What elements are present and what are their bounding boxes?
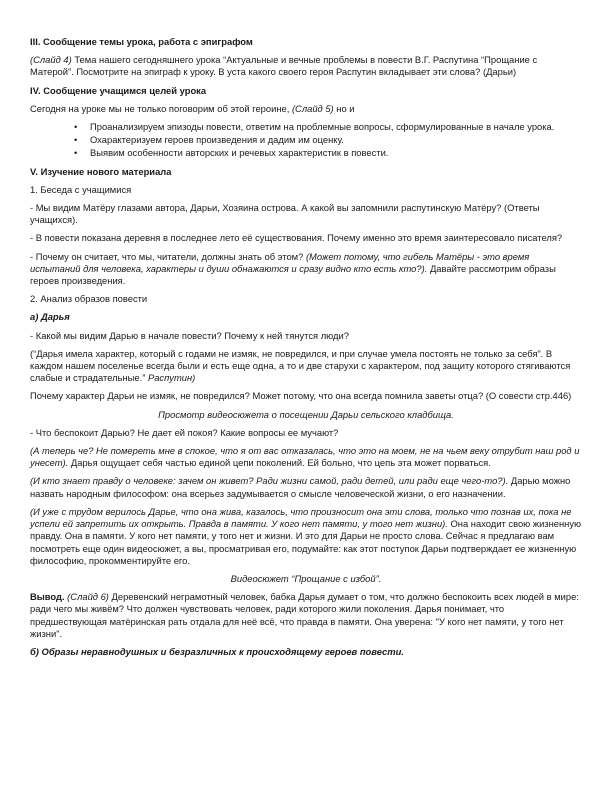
section-3-heading: III. Сообщение темы урока, работа с эпиграфом [30, 36, 253, 47]
slide-5-ref: (Слайд 5) [291, 102, 334, 114]
intro-text-a: Сегодня на уроке мы не только поговорим об этой героине, [30, 102, 292, 114]
text-run: Она находит свою жизненную правду. Она в памяти. У кого нет памяти, у того нет и жизни. И это для Дарьи не просто слова. Сейчас я предлагаю вам посмотреть еще один видеосюжет, а вы, просматривая его, подумайте: как этот поступок Дарьи подтверждает ее жизненную философию, прокомментируйте его. [30, 518, 582, 566]
paragraph [30, 475, 582, 499]
italic-run: (А теперь че? Не помереть мне в спокое, что я от вас отказалась, что это на моем, не на чьем веку отрубит наш род и унесет). [30, 445, 580, 469]
section-4-heading: IV. Сообщение учащимся целей урока [30, 84, 207, 96]
text-run: - Почему он считает, что мы, читатели, должны знать об этом? [30, 250, 306, 262]
paragraph: 1. Беседа с учащимися [30, 183, 132, 195]
slide-4-ref: (Слайд 4) [30, 54, 72, 66]
paragraph: - Что беспокоит Дарью? Не дает ей покоя? Какие вопросы ее мучают? [30, 426, 339, 438]
paragraph: - Мы видим Матёру глазами автора, Дарьи, Хозяина острова. А какой вы запомнили распутинскую Матёру? (Ответы учащихся). [30, 202, 540, 226]
italic-run: (И уже с трудом верилось Дарье, что она жива, казалось, что произносит она эти слова, только что познав их, пока не успели ей запретить их открыть. Правда в памяти. У кого нет памяти, у того нет жизни). [30, 505, 572, 530]
document-page [30, 36, 582, 664]
paragraph [30, 506, 582, 567]
section-3-text [30, 54, 582, 78]
paragraph: 2. Анализ образов повести [30, 293, 148, 305]
slide-6-ref: (Слайд 6) [64, 591, 109, 603]
italic-run: (И кто знает правду о человеке: зачем он живет? Ради жизни самой, ради детей, или ради еще чего-то?). [30, 475, 509, 487]
quote-paragraph [30, 348, 582, 385]
italic-run: Распутин) [147, 372, 196, 384]
subheading-characters: б) Образы неравнодушных и безразличных к происходящему героев повести. [30, 645, 404, 657]
paragraph: Почему характер Дарьи не изм‍як, не повредился? Может потому, что она всегда помнила заветы отца? (О совести стр.446) [30, 390, 572, 402]
text-run: Давайте рассмотрим образы героев произведения. [30, 262, 556, 287]
conclusion-paragraph [30, 591, 582, 640]
text-run: Деревенский неграмотный человек, бабка Дарья думает о том, что должно беспокоить всех людей в мире: ради чего мы живём? Что должен чувствовать человек, ради которого жили поколения. Дарья понимает, что предшествующая матёринская рать отдала для неё всё, что правда в памяти. Она уверена: "У кого нет памяти, у того нет жизни". [30, 591, 579, 639]
section-5-heading: V. Изучение нового материала [30, 165, 172, 177]
video-note-2: Видеосюжет “Прощание с избой”. [230, 572, 382, 584]
video-note-1: Просмотр видеосюжета о посещении Дарьи сельского кладбища. [158, 408, 454, 420]
section-3-body: Тема нашего сегодняшнего урока “Актуальные и вечные проблемы в повести В.Г. Распутина “Прощание с Матерой”. Посмотрите на эпиграф к уроку. В уста какого своего героя Распутин вкладывает эти слова? (Дарьи) [30, 54, 538, 78]
text-run: Дарью можно назвать народным философом: она всерьез задумывается о смысле человеческой жизни, о его назначении. [30, 475, 571, 499]
section-4-intro [30, 103, 582, 115]
paragraph: - Какой мы видим Дарью в начале повести? Почему к ней тянутся люди? [30, 329, 349, 341]
goal-item: • Проанализируем эпизоды повести, ответим на проблемные вопросы, сформулированные в начале урока. [90, 121, 582, 133]
text-run: (“Дарья имела характер, который с годами не изм‍як, не повредился, и при случае умела постоять не только за себя”. В каждом нашем поселенье всегда были и есть еще одна, а то и две старухи с характером, под защиту которого стягиваются слабые и страдательные.” [30, 347, 571, 384]
intro-text-b: но и [333, 102, 355, 114]
text-run: Дарья ощущает себя частью единой цепи поколений. Ей больно, что цепь эта может порваться. [68, 457, 491, 469]
goal-item: • Выявим особенности авторских и речевых характеристик в повести. [90, 147, 582, 159]
paragraph: - В повести показана деревня в последнее лето её существования. Почему именно это время заинтересовало писателя? [30, 232, 563, 244]
goal-item: • Охарактеризуем героев произведения и дадим им оценку. [90, 134, 582, 146]
paragraph [30, 445, 582, 469]
conclusion-label: Вывод. [30, 591, 65, 603]
italic-run: (Может потому, что гибель Матёры - это время испытаний для человека, характеры и души обнажаются и сразу видно кто есть кто?). [30, 250, 530, 274]
subheading-darya: а) Дарья [30, 311, 70, 323]
goals-list [30, 121, 582, 160]
paragraph [30, 251, 582, 288]
